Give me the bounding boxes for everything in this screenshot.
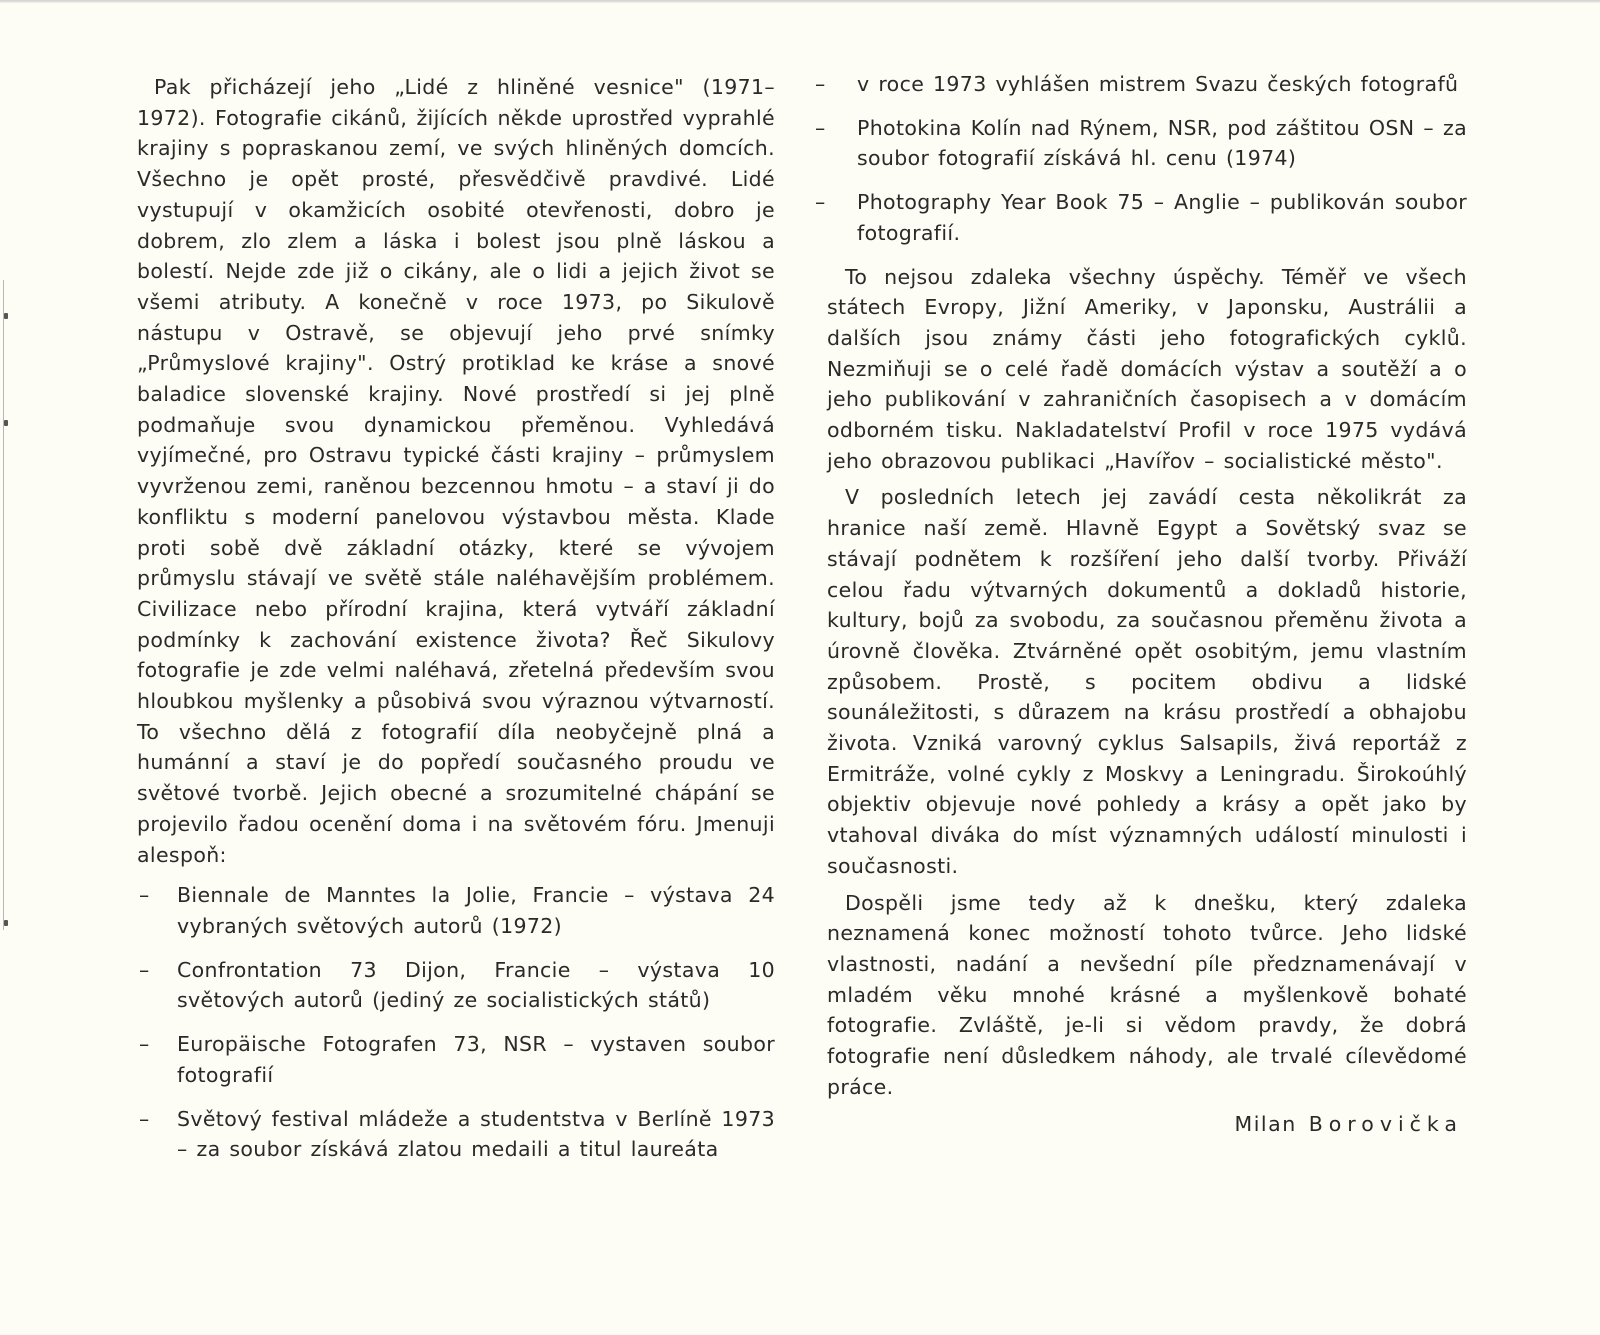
award-text: Confrontation 73 Dijon, Francie – výstava 10 světových autorů (jediný ze socialistických států): [177, 957, 775, 1013]
award-text: Biennale de Manntes la Jolie, Francie – výstava 24 vybraných světových autorů (1972): [177, 883, 775, 938]
awards-list-left: [137, 880, 775, 1165]
list-dash: –: [139, 883, 150, 908]
list-dash: –: [139, 1032, 150, 1057]
author-last-name: Borovička: [1308, 1111, 1463, 1136]
list-dash: –: [139, 1106, 150, 1131]
list-dash: –: [815, 190, 826, 215]
award-text: v roce 1973 vyhlášen mistrem Svazu českých fotografů: [857, 72, 1459, 96]
award-item: [813, 69, 1467, 100]
page-top-edge: [0, 0, 1600, 3]
award-item: [137, 955, 775, 1016]
award-item: [813, 187, 1467, 248]
awards-list-right: [813, 69, 1467, 249]
award-item: [137, 1104, 775, 1165]
paragraph-travels: V posledních letech jej zavádí cesta několikrát za hranice naší země. Hlavně Egypt a Sovětský svaz se stávají podnětem k rozšíření jeho další tvorby. Přiváží celou řadu výtvarných dokumentů a dokladů historie, kultury, bojů za svobodu, za současnou přeměnu života a úrovně člověka. Ztvárněné opět osobitým, jemu vlastním způsobem. Prostě, s pocitem obdivu a lidské sounáležitosti, s důrazem na krásu prostředí a obhajobu života. Vzniká varovný cyklus Salsapils, živá reportáž z Ermitráže, volné cykly z Moskvy a Leningradu. Širokoúhlý objektiv objevuje nové pohledy a krásy a opět jako by vtahoval diváka do míst významných událostí minulosti i současnosti.: [827, 485, 1467, 878]
paragraph-conclusion: Dospěli jsme tedy až k dnešku, který zdaleka neznamená konec možností tohoto tvůrce. Jeho lidské vlastnosti, nadání a nevšední píle předznamenávají v mladém věku mnohé krásné a myšlenkově bohaté fotografie. Zvláště, je-li si vědom pravdy, že dobrá fotografie není důsledkem náhody, ale trvalé cílevědomé práce.: [827, 890, 1467, 1099]
award-text: Europäische Fotografen 73, NSR – vystaven soubor fotografií: [177, 1032, 775, 1087]
award-text: Světový festival mládeže a studentstva v Berlíně 1973 – za soubor získává zlatou medaili a titul laureáta: [177, 1106, 775, 1162]
award-item: [137, 1029, 775, 1090]
paragraph-achievements: To nejsou zdaleka všechny úspěchy. Téměř ve všech státech Evropy, Jižní Ameriky, v Japonsku, Austrálii a dalších jsou známy části jeho fotografických cyklů. Nezmiňuji se o celé řadě domácích výstav a soutěží a o jeho publikování v zahraničních časopisech a v domácím odborném tisku. Nakladatelství Profil v roce 1975 vydává jeho obrazovou publikaci „Havířov – socialistické město".: [827, 264, 1467, 473]
staple-mark: [4, 420, 8, 426]
award-item: [137, 880, 775, 941]
right-column: [815, 69, 1467, 1139]
left-column: [137, 72, 775, 1178]
list-dash: –: [815, 115, 826, 140]
author-signature: [827, 1109, 1467, 1140]
binding-fold-line: [3, 280, 4, 930]
list-dash: –: [139, 957, 150, 982]
staple-mark: [4, 920, 8, 926]
award-item: [813, 113, 1467, 174]
author-first-name: Milan: [1234, 1111, 1297, 1136]
list-dash: –: [815, 72, 826, 96]
award-text: Photography Year Book 75 – Anglie – publikován soubor fotografií.: [857, 190, 1467, 245]
intro-paragraph: Pak přicházejí jeho „Lidé z hliněné vesnice" (1971–1972). Fotografie cikánů, žijících někde uprostřed vyprahlé krajiny s popraskanou zemí, ve svých hliněných domcích. Všechno je opět prosté, přesvědčivě pravdivé. Lidé vystupují v okamžicích osobité otevřenosti, dobro je dobrem, zlo zlem a láska i bolest jsou plně láskou a bolestí. Nejde zde již o cikány, ale o lidi a jejich život se všemi atributy. A konečně v roce 1973, po Sikulově nástupu v Ostravě, se objevují jeho prvé snímky „Průmyslové krajiny". Ostrý protiklad ke kráse a snové baladice slovenské krajiny. Nové prostředí si jej plně podmaňuje svou dynamickou přeměnou. Vyhledává vyjímečné, pro Ostravu typické části krajiny – průmyslem vyvrženou zemi, raněnou bezcennou hmotu – a staví ji do konfliktu s moderní panelovou výstavbou města. Klade proti sobě dvě základní otázky, které se vývojem průmyslu stávají ve světě stále naléhavějším problémem. Civilizace nebo přírodní krajina, která vytváří základní podmínky k zachování existence života? Řeč Sikulovy fotografie je zde velmi naléhavá, zřetelná především svou hloubkou myšlenky a působivá svou výraznou výtvarností. To všechno dělá z fotografií díla neobyčejně plná a humánní a staví je do popředí současného proudu ve světové tvorbě. Jejich obecné a srozumitelné chápání se projevilo řadou ocenění doma i na světovém fóru. Jmenuji alespoň:: [137, 75, 775, 867]
staple-mark: [4, 313, 8, 319]
award-text: Photokina Kolín nad Rýnem, NSR, pod záštitou OSN – za soubor fotografií získává hl. cenu (1974): [857, 115, 1467, 171]
